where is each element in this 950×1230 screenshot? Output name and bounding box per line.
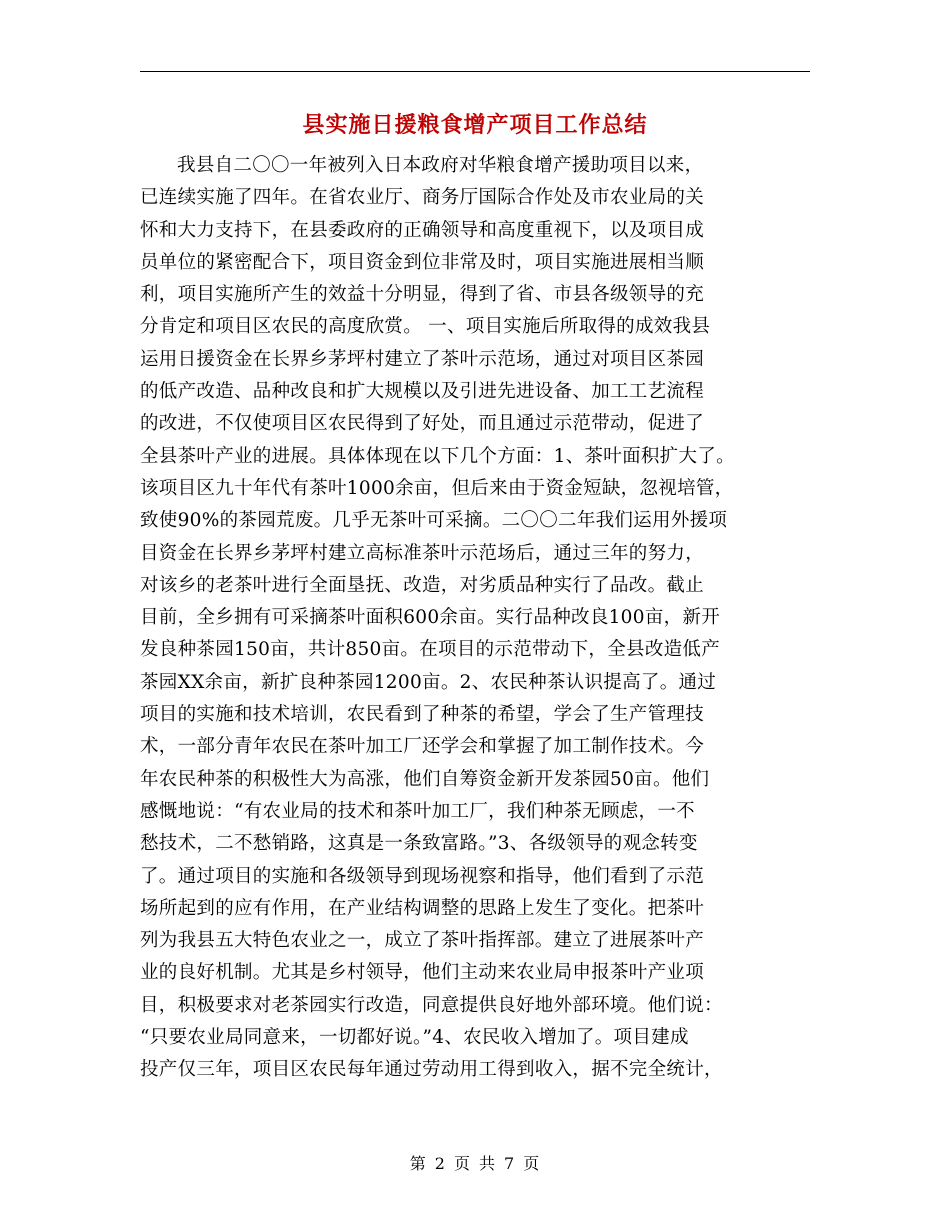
footer-page-word: 页 — [453, 1154, 471, 1173]
body-line: 列为我县五大特色农业之一，成立了茶叶指挥部。建立了进展茶叶产 — [140, 930, 705, 952]
body-line: “只要农业局同意来，一切都好说。”4、农民收入增加了。项目建成 — [140, 1027, 689, 1049]
body-line: 利，项目实施所产生的效益十分明显，得到了省、市县各级领导的充 — [140, 284, 705, 306]
page-footer — [0, 1152, 950, 1176]
body-line: 运用日援资金在长界乡茅坪村建立了茶叶示范场，通过对项目区茶园 — [140, 348, 705, 370]
body-line: 感慨地说：“有农业局的技术和茶叶加工厂，我们种茶无顾虑，一不 — [140, 800, 695, 822]
footer-suffix: 页 — [523, 1154, 541, 1173]
body-line: 目前，全乡拥有可采摘茶叶面积600余亩。实行品种改良100亩，新开 — [140, 607, 721, 629]
body-line: 已连续实施了四年。在省农业厅、商务厅国际合作处及市农业局的关 — [140, 187, 705, 209]
body-line: 目资金在长界乡茅坪村建立高标准茶叶示范场后，通过三年的努力， — [140, 542, 705, 564]
body-line: 我县自二〇〇一年被列入日本政府对华粮食增产援助项目以来， — [177, 155, 704, 176]
header-rule — [140, 71, 810, 72]
body-line: 年农民种茶的积极性大为高涨，他们自筹资金新开发茶园50亩。他们 — [140, 768, 710, 790]
body-line: 全县茶叶产业的进展。具体体现在以下几个方面：1、茶叶面积扩大了。 — [140, 445, 735, 467]
body-line: 的低产改造、品种改良和扩大规模以及引进先进设备、加工工艺流程 — [140, 381, 705, 403]
document-title: 县实施日援粮食增产项目工作总结 — [302, 112, 648, 138]
body-line: 目，积极要求对老茶园实行改造，同意提供良好地外部环境。他们说： — [140, 994, 723, 1016]
document-body — [140, 150, 812, 1087]
total-page-number: 7 — [504, 1154, 516, 1173]
body-line: 致使90%的茶园荒废。几乎无茶叶可采摘。二〇〇二年我们运用外援项 — [140, 510, 728, 532]
body-line: 茶园XX余亩，新扩良种茶园1200亩。2、农民种茶认识提高了。通过 — [140, 671, 717, 693]
body-line: 该项目区九十年代有茶叶1000余亩，但后来由于资金短缺，忽视培管， — [140, 477, 734, 499]
body-line: 投产仅三年，项目区农民每年通过劳动用工得到收入，据不完全统计， — [140, 1059, 723, 1081]
footer-prefix: 第 — [409, 1154, 427, 1173]
body-line: 发良种茶园150亩，共计850亩。在项目的示范带动下，全县改造低产 — [140, 639, 721, 661]
body-line: 术，一部分青年农民在茶叶加工厂还学会和掌握了加工制作技术。今 — [140, 736, 705, 758]
body-line: 愁技术，二不愁销路，这真是一条致富路。”3、各级领导的观念转变 — [140, 833, 698, 855]
body-line: 项目的实施和技术培训，农民看到了种茶的希望，学会了生产管理技 — [140, 704, 705, 726]
body-line: 员单位的紧密配合下，项目资金到位非常及时，项目实施进展相当顺 — [140, 251, 705, 273]
body-line: 怀和大力支持下，在县委政府的正确领导和高度重视下，以及项目成 — [140, 219, 705, 241]
current-page-number: 2 — [434, 1154, 446, 1173]
body-line: 的改进，不仅使项目区农民得到了好处，而且通过示范带动，促进了 — [140, 413, 705, 435]
body-line: 分肯定和项目区农民的高度欣赏。 一、项目实施后所取得的成效我县 — [140, 316, 711, 338]
body-line: 对该乡的老茶叶进行全面垦抚、改造，对劣质品种实行了品改。截止 — [140, 574, 705, 596]
body-line: 场所起到的应有作用，在产业结构调整的思路上发生了变化。把茶叶 — [140, 897, 705, 919]
body-line: 业的良好机制。尤其是乡村领导，他们主动来农业局申报茶叶产业项 — [140, 962, 705, 984]
body-line: 了。通过项目的实施和各级领导到现场视察和指导，他们看到了示范 — [140, 865, 705, 887]
footer-total-word: 共 — [479, 1154, 497, 1173]
